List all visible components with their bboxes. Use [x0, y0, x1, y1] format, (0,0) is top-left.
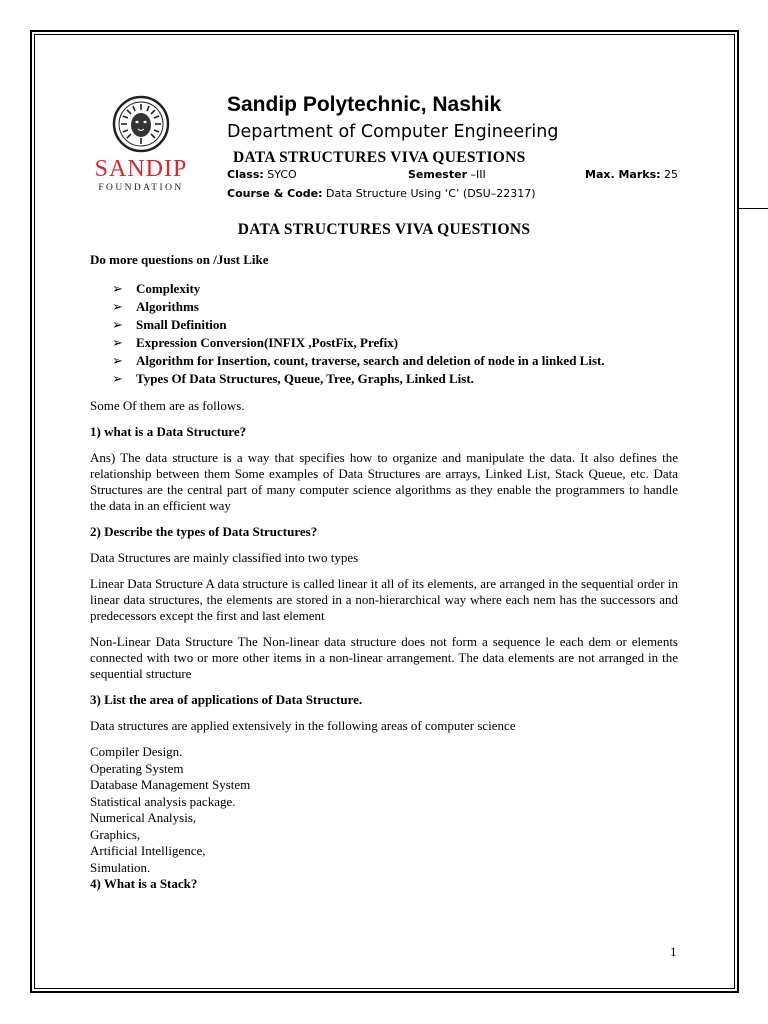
- arrow-bullet-icon: ➢: [112, 281, 123, 296]
- list-item: Graphics,: [90, 826, 141, 842]
- list-item: ➢ Small Definition: [112, 317, 227, 332]
- list-item: Numerical Analysis,: [90, 810, 197, 825]
- subject-title: DATA STRUCTURES VIVA QUESTIONS: [233, 149, 526, 166]
- course-info: [227, 187, 535, 201]
- list-item: Database Management System: [90, 777, 251, 792]
- sandip-foundation-logo: [86, 95, 196, 205]
- course-label: Course & Code:: [227, 187, 323, 200]
- topic-list: [90, 280, 678, 388]
- answer-1: Ans) The data structure is a way that specifies how to organize and manipulate the data. It also defines the relationship between them Some examples of Data Structures are arrays, Linked List, Stack Queue, etc. Data Structures are the central part of many computer science algorithms as they enable the programmers to handle the data in an efficient way: [90, 450, 678, 513]
- answer-2-nonlinear: Non-Linear Data Structure The Non-linear data structure does not form a sequence le each dem or elements connected with two or more other items in a non-linear arrangement. The data elements are not arranged in the sequential structure: [90, 634, 678, 681]
- logo-name: SANDIP: [94, 156, 188, 182]
- application-areas-list: [90, 744, 678, 876]
- intro-line: Do more questions on /Just Like: [90, 252, 269, 267]
- list-item: Compiler Design.: [90, 744, 183, 759]
- list-item: Simulation.: [90, 859, 151, 875]
- list-item: Operating System: [90, 760, 184, 776]
- max-marks-label: Max. Marks:: [585, 168, 661, 181]
- main-heading: DATA STRUCTURES VIVA QUESTIONS: [237, 221, 531, 238]
- arrow-bullet-icon: ➢: [112, 371, 123, 386]
- question-4: 4) What is a Stack?: [90, 876, 198, 891]
- question-3: 3) List the area of applications of Data Structure.: [90, 692, 363, 707]
- institution-title: Sandip Polytechnic, Nashik: [227, 93, 502, 116]
- page-number: 1: [670, 944, 677, 959]
- document-body: [90, 220, 678, 892]
- answer-2-linear: Linear Data Structure A data structure is called linear it all of its elements, are arranged in the sequential order in linear data structures, the elements are stored in a non-hierarchical way where each nem has the successors and predecessors except the first and last element: [90, 576, 678, 623]
- department-name: Department of Computer Engineering: [227, 122, 559, 142]
- semester-label: Semester: [408, 168, 467, 181]
- semester-info: [408, 168, 486, 182]
- list-item: Statistical analysis package.: [90, 793, 236, 809]
- list-item: ➢ Complexity: [112, 281, 201, 296]
- max-marks-info: [585, 168, 678, 182]
- class-value: SYCO: [267, 168, 297, 181]
- lion-emblem-icon: [86, 95, 196, 157]
- arrow-bullet-icon: ➢: [112, 353, 123, 368]
- arrow-bullet-icon: ➢: [112, 335, 123, 350]
- list-item: ➢ Types Of Data Structures, Queue, Tree, Graphs, Linked List.: [112, 371, 474, 386]
- header-rule: [737, 208, 768, 209]
- answer-2-intro: Data Structures are mainly classified into two types: [90, 550, 359, 565]
- question-1: 1) what is a Data Structure?: [90, 424, 247, 439]
- class-label: Class:: [227, 168, 264, 181]
- logo-subtitle: FOUNDATION: [98, 183, 184, 193]
- list-item: ➢ Algorithm for Insertion, count, traverse, search and deletion of node in a linked List.: [112, 353, 605, 368]
- question-2: 2) Describe the types of Data Structures?: [90, 524, 318, 539]
- course-value: Data Structure Using ‘C’ (DSU–22317): [326, 187, 536, 200]
- semester-value: –III: [470, 168, 486, 181]
- list-item: Artificial Intelligence,: [90, 843, 206, 858]
- some-of-them-line: Some Of them are as follows.: [90, 398, 245, 413]
- class-info: [227, 168, 297, 182]
- max-marks-value: 25: [664, 168, 679, 181]
- answer-3-intro: Data structures are applied extensively in the following areas of computer science: [90, 718, 516, 733]
- list-item: ➢ Expression Conversion(INFIX ,PostFix, Prefix): [112, 335, 399, 350]
- list-item: ➢ Algorithms: [112, 299, 199, 314]
- arrow-bullet-icon: ➢: [112, 299, 123, 314]
- arrow-bullet-icon: ➢: [112, 317, 123, 332]
